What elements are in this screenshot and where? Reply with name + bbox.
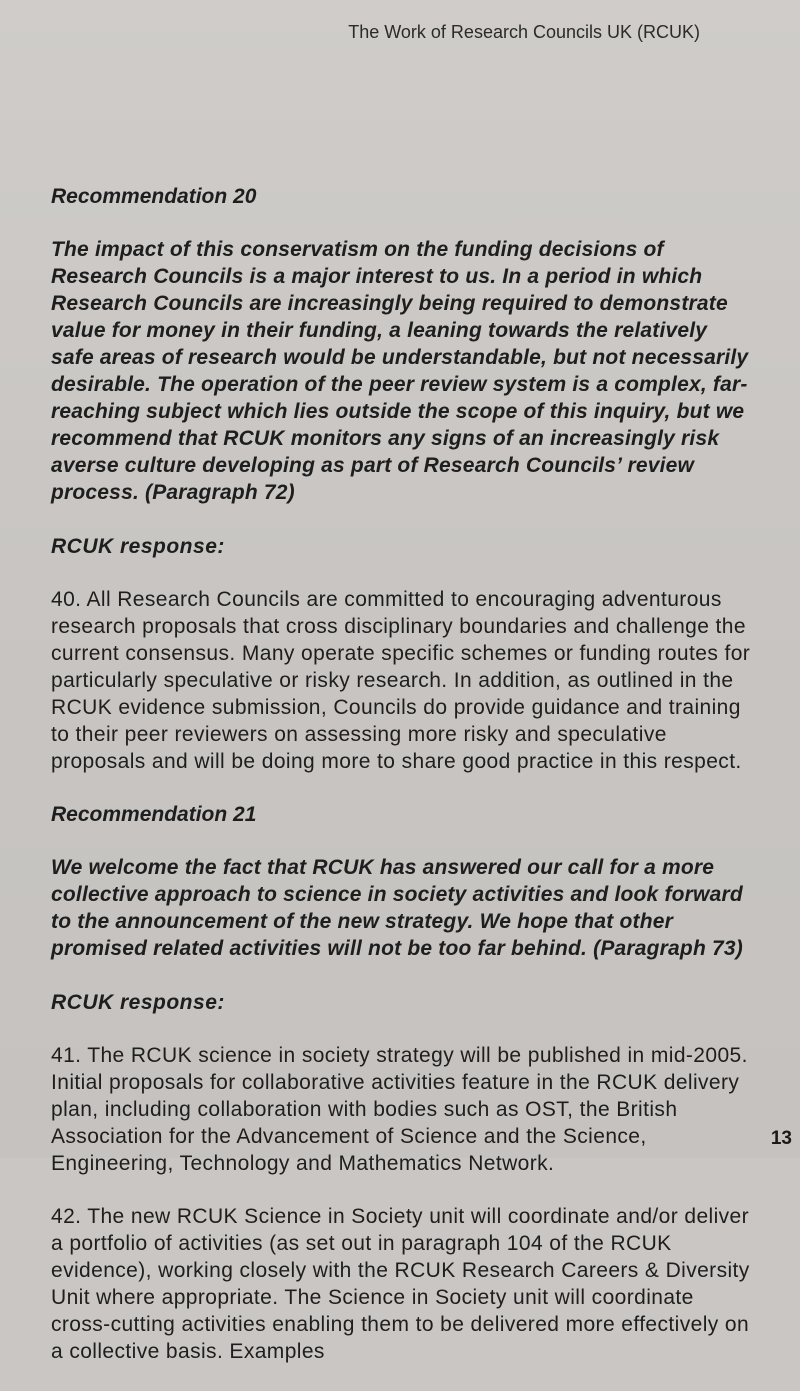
running-header: The Work of Research Councils UK (RCUK) [348, 22, 700, 42]
rcuk-response-heading-1: RCUK response: [51, 535, 225, 558]
response-paragraph-41: 41. The RCUK science in society strategy will be published in mid-2005. Initial proposals for collaborative activities feature in the RCUK delivery plan, including collaboration with bodies such as OST, the British Association for the Advancement of Science and the Science, Engineering, Technology and Mathematics Network. [51, 1044, 748, 1175]
recommendation-20-text: The impact of this conservatism on the funding decisions of Research Councils is a major interest to us. In a period in which Research Councils are increasingly being required to demonstrate value for money in their funding, a leaning towards the relatively safe areas of research would be understandable, but not necessarily desirable. The operation of the peer review system is a complex, far-reaching subject which lies outside the scope of this inquiry, but we recommend that RCUK monitors any signs of an increasingly risk averse culture developing as part of Research Councils’ review process. (Paragraph 72) [51, 238, 749, 504]
page-content [51, 183, 751, 1391]
recommendation-20-heading: Recommendation 20 [51, 185, 257, 208]
rcuk-response-heading-2: RCUK response: [51, 991, 225, 1014]
page-number: 13 [770, 1128, 792, 1149]
response-paragraph-40: 40. All Research Councils are committed to encouraging adventurous research proposals that cross disciplinary boundaries and challenge the current consensus. Many operate specific schemes or funding routes for particularly speculative or risky research. In addition, as outlined in the RCUK evidence submission, Councils do provide guidance and training to their peer reviewers on assessing more risky and speculative proposals and will be doing more to share good practice in this respect. [51, 588, 751, 773]
recommendation-21-heading: Recommendation 21 [51, 803, 257, 826]
response-paragraph-42: 42. The new RCUK Science in Society unit will coordinate and/or deliver a portfolio of activities (as set out in paragraph 104 of the RCUK evidence), working closely with the RCUK Research Careers & Diversity Unit where appropriate. The Science in Society unit will coordinate cross-cutting activities enabling them to be delivered more effectively on a collective basis. Examples [51, 1205, 750, 1363]
recommendation-21-text: We welcome the fact that RCUK has answered our call for a more collective approach to science in society activities and look forward to the announcement of the new strategy. We hope that other promised related activities will not be too far behind. (Paragraph 73) [51, 856, 743, 960]
